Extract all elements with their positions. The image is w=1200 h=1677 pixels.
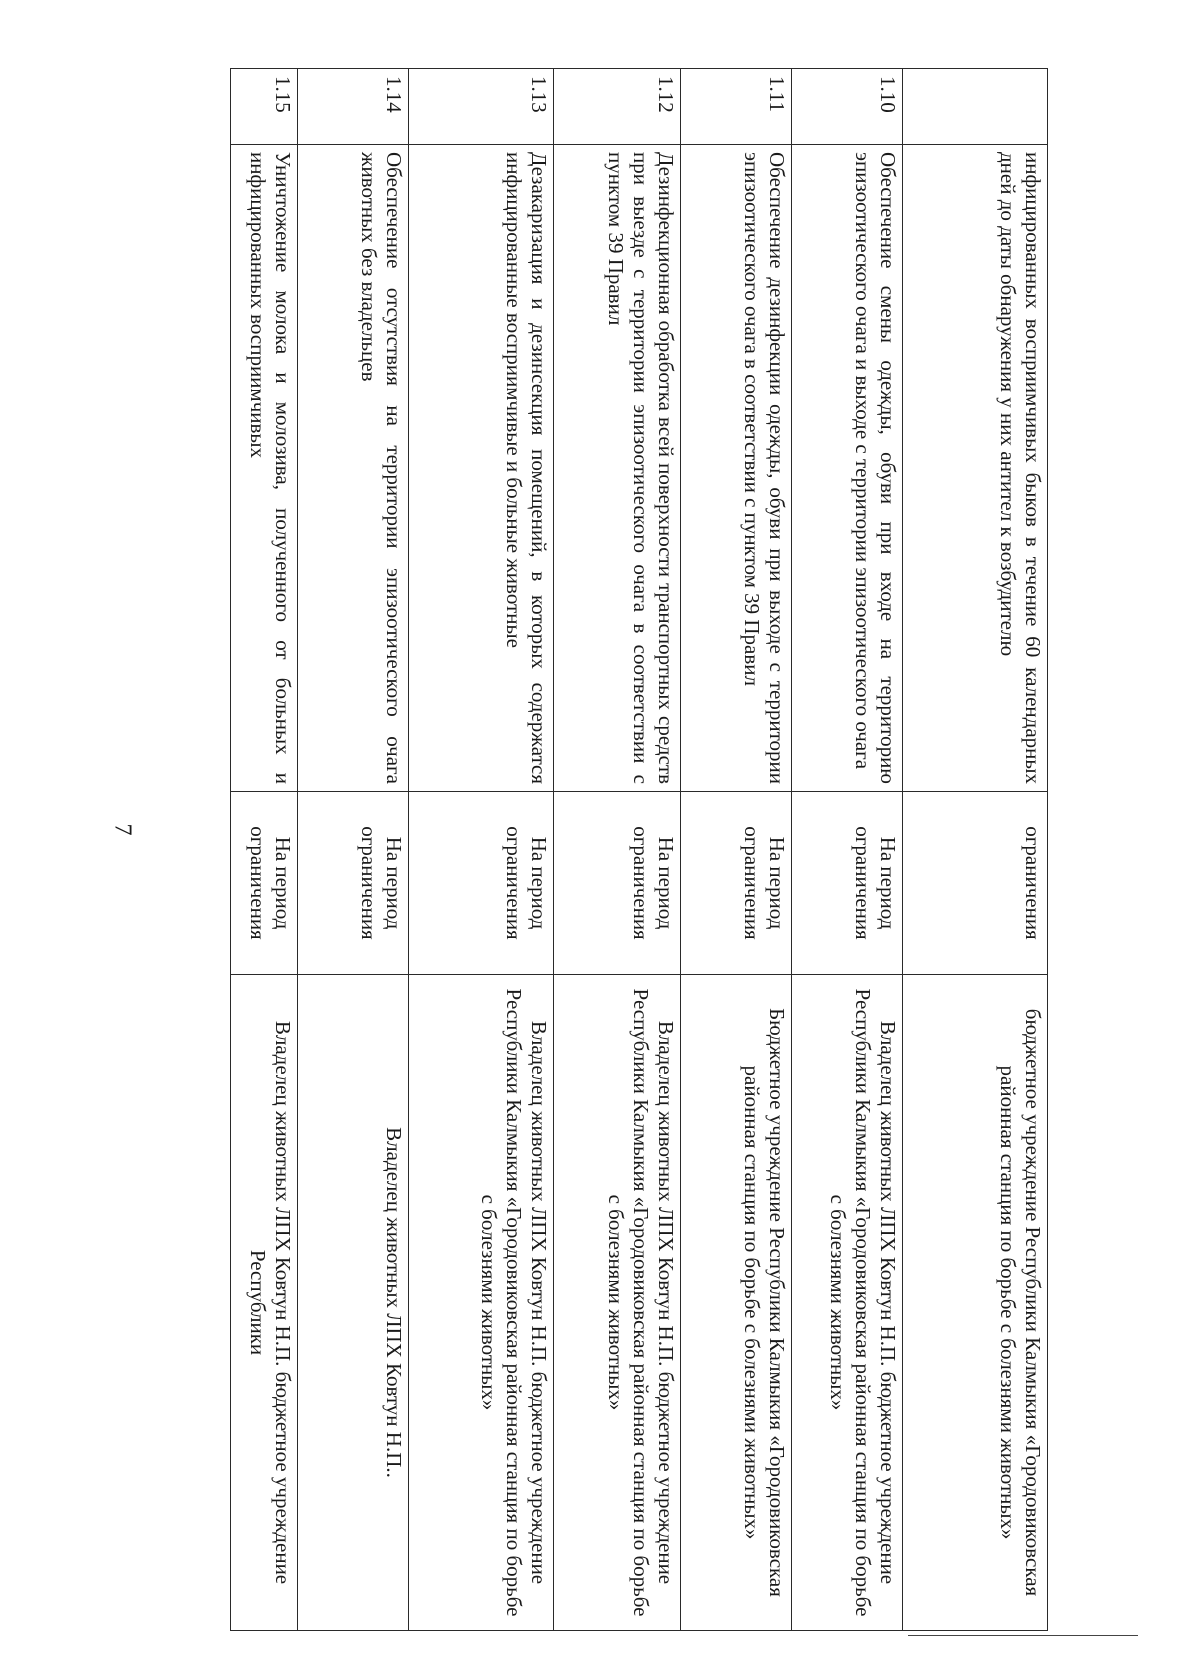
row-number: 1.15 (231, 69, 298, 145)
row-term: На период ограничения (409, 792, 554, 975)
row-number: 1.11 (681, 69, 792, 145)
row-action: Дезакаризация и дезинсекция помещений, в которых содержатся инфицированные восприимчивые и больные животные (409, 145, 554, 792)
row-responsible: Владелец животных ЛПХ Ковтун Н.П. бюджетное учреждение Республики (231, 975, 298, 1631)
measures-table (230, 68, 1048, 1631)
row-action: инфицированных восприимчивых быков в течение 60 календарных дней до даты обнаружения у них антител к возбудителю (903, 145, 1048, 792)
row-responsible: Владелец животных ЛПХ Ковтун Н.П. бюджетное учреждение Республики Калмыкия «Городовиковская районная станция по борьбе с болезнями животных» (409, 975, 554, 1631)
page-number: 7 (109, 823, 136, 836)
table-row (231, 69, 298, 1631)
table-row (792, 69, 903, 1631)
row-responsible: Бюджетное учреждение Республики Калмыкия «Городовиковская районная станция по борьбе с болезнями животных» (681, 975, 792, 1631)
row-term: На период ограничения (554, 792, 681, 975)
row-responsible: бюджетное учреждение Республики Калмыкия «Городовиковская районная станция по борьбе с болезнями животных» (903, 975, 1048, 1631)
row-term: На период ограничения (792, 792, 903, 975)
footer-rule (908, 1635, 1138, 1636)
table-row (554, 69, 681, 1631)
table-row (409, 69, 554, 1631)
row-action: Уничтожение молока и молозива, полученного от больных и инфицированных восприимчивых (231, 145, 298, 792)
row-number: 1.14 (298, 69, 409, 145)
row-term: ограничения (903, 792, 1048, 975)
row-action: Дезинфекционная обработка всей поверхности транспортных средств при выезде с территории эпизоотического очага в соответствии с пунктом 39 Правил (554, 145, 681, 792)
row-term: На период ограничения (681, 792, 792, 975)
row-action: Обеспечение отсутствия на территории эпизоотического очага животных без владельцев (298, 145, 409, 792)
row-number: 1.12 (554, 69, 681, 145)
row-number (903, 69, 1048, 145)
row-term: На период ограничения (231, 792, 298, 975)
row-responsible: Владелец животных ЛПХ Ковтун Н.П. бюджетное учреждение Республики Калмыкия «Городовиковская районная станция по борьбе с болезнями животных» (792, 975, 903, 1631)
row-number: 1.10 (792, 69, 903, 145)
row-number: 1.13 (409, 69, 554, 145)
row-responsible: Владелец животных ЛПХ Ковтун Н.П. бюджетное учреждение Республики Калмыкия «Городовиковская районная станция по борьбе с болезнями животных» (554, 975, 681, 1631)
rotated-page-content (148, 68, 1048, 1630)
row-action: Обеспечение дезинфекции одежды, обуви при выходе с территории эпизоотического очага в соответствии с пунктом 39 Правил (681, 145, 792, 792)
table-row (298, 69, 409, 1631)
table-row (903, 69, 1048, 1631)
row-term: На период ограничения (298, 792, 409, 975)
row-action: Обеспечение смены одежды, обуви при входе на территорию эпизоотического очага и выходе с территории эпизоотического очага (792, 145, 903, 792)
row-responsible: Владелец животных ЛПХ Ковтун Н.П.. (298, 975, 409, 1631)
table-row (681, 69, 792, 1631)
